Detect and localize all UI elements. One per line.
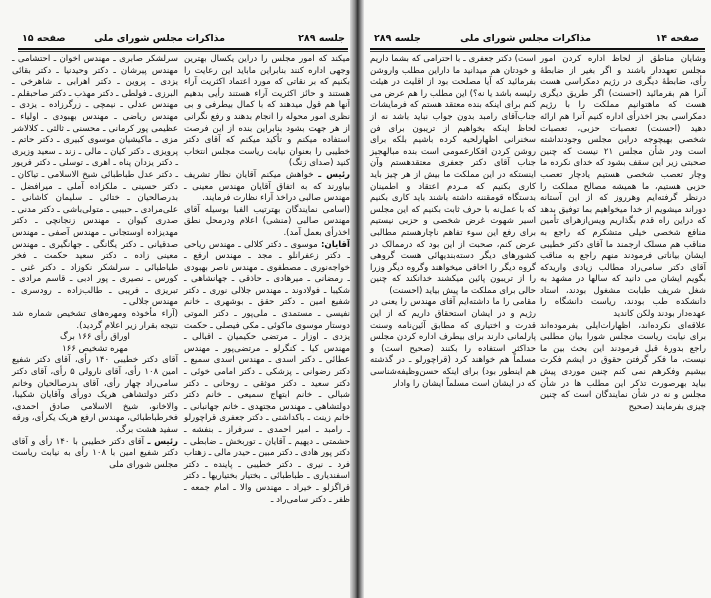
paragraph-text: آقای دکتر خطیبی با ۱۴۰ رأی و آقای دکتر شفیع امین با ۱۰۸ رأی به نیابت ریاست مجلس شورای ملی	[12, 436, 178, 470]
paragraph-text: (آراء مأخوذه ومهره‌های تشخیص شماره شد نتیجه بقرار زیر اعلام گردید).	[12, 309, 178, 331]
paragraph	[540, 321, 706, 414]
paragraph	[12, 355, 178, 436]
paragraph	[184, 205, 350, 240]
paragraph	[12, 437, 178, 472]
paragraph-text: مقامی را ما داشته‌ایم آقای مهندس را یعنی در رژیم و در ایشان استحقاق داریم که از این قدرت و اختیاری که مطابق آئین‌نامه وسنت پارلمانی دارند برای بیطرف اداره کردن مجلس حداکثر استفاده را بکنند (صحیح است) و مسلماً هم خواهند کرد (قراچورلو ـ در گذشته هم اینطور بود) برای اینکه حسن‌وظیفه‌شناسی که در ایشان است مسلماً ایشان را وادار	[370, 297, 536, 389]
page-number: صفحه ۱۴	[655, 33, 699, 44]
right-page	[362, 0, 711, 598]
left-page	[0, 0, 355, 598]
running-title: مذاکرات مجلس شورای ملی	[460, 33, 591, 44]
text-column	[540, 54, 706, 413]
paragraph-text: است) دکتر جعفری ـ با احترامی که بشما داریم و خودتان هم میدانید ما داراین مطلب واروشن بفرمائید که آیا مصلحت بود از اقلیت در هیئت رئیسه باشد یا نه؟) این مطلب را هم عرض می کنم برای اینکه بنده معتقد هستم که فرمایشات جناب‌آقای رامبد بدون جواب نباید باشد نه از لحاظ اینکه بخواهیم از تریبون برای فن سخنرانی اظهارلحیه کرده باشیم بلکه برای روشن کردن افکارعمومی است بنده مبالهجیز جناب آقای دکتر جعفری معتقدهستم وآن اینستکه در این مملکت ما بیش از هر چیز باید کاری بکنیم که مـردم اعتقاد و اطمینان بدستگاه قومقننه داشته باشند باید کاری بکنیم که با عمل‌نه با حرف ثابت بکنیم که این مجلس اسیر شهوت غرض شخصی و حزبی نیستیم برای رفع این سوء تفاهم ناچارهستم مطالبی عرض کنم، صحبت از این بود که درممالک در کشورهای دیگر دسته‌بندیهائی هست گروهی گروه دیگر را اخافی میخواهند وگروه دیگر وزرا را از تریبون پائین میکشند خدانکند که چنین حالی برای مملکت ما پیش بیاید (احسنت)	[370, 54, 536, 296]
page-number: صفحه ۱۵	[22, 33, 66, 44]
session-number: جلسه ۲۸۹	[298, 33, 345, 44]
paragraph	[370, 297, 536, 390]
paragraph	[12, 54, 178, 309]
paragraph	[12, 344, 178, 356]
paragraph-text: آقای دکتر خطیبی ۱۴۰ رأی، آقای دکتر شفیع امین ۱۰۸ رأی، آقای نارولی ۵ رأی، آقای دکتر سامی‌راد چهار رأی، آقای بدرصالحیان وخانم دکتر دولتشاهی هریک دورأی وآقایان شکیبا، والاخانو، شیخ الاسلامی صادق احمدی، فخرطباطبائی، مهندس ارفع هریک یکرأی، ورقه سفید هشت برگ.	[11, 355, 179, 435]
paragraph	[540, 54, 706, 321]
speaker-name: رئیس ـ	[147, 436, 179, 447]
paragraph-text: میکند که امور مجلس را دراین یکسال بهترین وجهی اداره کنند بنابراین ماباید این رعایت را بکنیم که بر نقاتی که مورد اعتماد اکثریت آراء هستند و حائز اکثریت آراء هستند رأیی بدهیم آنها هم قول میدهند که با کمال بیطرفی و بی نظری امور محوله را انجام بدهند و رفع نگرانی از هر جهت بشود بنابراین بنده از این فرصت استفاده میکنم و تأکید میکنم که آقای دکتر خطیبی را بعنوان نیابت ریاست مجلس انتخاب کنید (صدای زنگ)	[184, 54, 350, 169]
paragraph-text: موسوی ـ دکتر کلالی ـ مهندس ریاحی ـ دکتر زعفرانلو ـ مجد ـ مهندس ارفع ـ خواجه‌نوری ـ مصطفوی ـ مهندس ناصر بهبودی ـ رمضانی ـ میرهادی ـ حاذقی ـ جهانشاهی ـ شکیبا ـ فولادوند ـ مهندس جلالی نوری ـ دکتر شفیع امین ـ دکتر حقق ـ بوشهری ـ خانم نفیسی ـ مستمدی ـ ملی‌پور ـ دکتر الموتی دوستار موسوی ماکوئی ـ مکی فیصلی ـ حکمت یزدی ـ اوزار ـ مرتضی حکیمیان ـ اقبالی ـ مهندس کیا ـ کنگرلو ـ مرتضی‌پور ـ مهندس عطائی ـ دکتر اسدی ـ مهندس اسدی سمیع ـ دکتر رضوانی ـ پزشکی ـ دکتر امامی خوئی ـ دکتر سعید ـ دکتر موثقی ـ روحانی ـ دکتر شبالی ـ خانم ابتهاج سمیعی ـ خانم دکتر دولتشاهی ـ مهندس مجتهدی ـ خانم جهانبانی ـ خانم زینت ـ باکداشتی ـ دکتر جعفری قراچورلو ـ رامبد ـ امیر احمدی ـ سرفراز ـ بنفشه ـ حشمتی ـ دیهیم ـ آقایان ـ توربخش ـ ضابطی ـ دکتر پور هادی ـ دکتر مبین ـ حیدر مالی ـ زهتاب فرد ـ نیری ـ دکتر خطیبی ـ پاینده ـ دکتر اسفندیاری ـ طباطبائی ـ بختیار بختیاریها ـ دکتر قراگزلو ـ خیراد ـ مهندس والا ـ امام جمعه ـ ظفر ـ دکتر سامی‌راد ـ	[184, 239, 350, 505]
header-rule	[18, 51, 348, 52]
page-header	[0, 33, 355, 47]
speaker-name: رئیس ـ	[318, 169, 351, 180]
paragraph-text: سرلشکر صابری ـ مهندس اخوان ـ احتشامی ـ مهندس پیرشان ـ دکتر وحیدنیا ـ دکتر بقائی یزدی ـ پروین ـ دکتر اهرابی ـ شاهرخی ـ البرزی ـ فولطی ـ دکتر مهذب ـ دکتر صاحبقلم ـ مهندس عدلی ـ نیمچی ـ زرگرزاده ـ یزدی ـ مهندس ریاضی ـ مهندس بهبودی ـ اولیاء ـ عظیمی پور کرمانی ـ محسنی ـ ثالثی ـ کلالاشر مزی ـ ماکیشیان موسوی کبیری ـ دکتر حاتم ـ پرویزی ـ دکتر کیان ـ مالی ـ زند ـ سعید وزیری ـ دکتر یزدان پناه ـ اهری ـ توسلی ـ دکتر فریور ـ دکتر عدل طباطبائی شیخ الاسلامی ـ تیاکان ـ دکتر حسینی ـ ملکزاده آملی ـ میرافضل ـ بدرصالحیان ـ ختائی ـ سلیمان کاشانی ـ علی‌مرادی ـ حبیبی ـ متولی‌باشی ـ دکتر مدنی ـ صدری کیوان ـ مهندس زنجانچی ـ دکتر مهدیزاده اوستجانی ـ مهندس آصفی ـ مهندس صدقیانی ـ دکتر یگانگی ـ جهانگیری ـ مهندس معینی زاده ـ دکتر سعید حکمت ـ فخر طباطبائی ـ سرلشکر نکوزاد ـ دکتر غنی ـ کورس ـ نصیری ـ پور ادبی ـ قاسم مرادی ـ تبریزی ـ فریبی ـ طالب‌زاده ـ رودسری ـ مهندس جلالی ـ	[12, 54, 178, 308]
paragraph	[12, 309, 178, 332]
text-column	[184, 54, 350, 506]
paragraph	[184, 240, 350, 507]
text-column	[12, 54, 178, 471]
paragraph	[370, 54, 536, 297]
paragraph	[184, 170, 350, 205]
paragraph	[12, 332, 178, 344]
paragraph-text: اوراق رأی ۱۶۶ برگ	[60, 332, 130, 343]
text-column	[370, 54, 536, 390]
paragraph-text: خواهش میکنم آقایان نظار تشریف بیاورند که به اتفاق آقایان مهندس معینی ـ مهندس صالبی دراخذ آراء نظارت فرمایند.	[184, 169, 350, 204]
header-rule	[370, 51, 705, 52]
paragraph-text: علاقه‌ای نکرده‌اند، اظهارات‌ایلی بفرموده‌اند برای نیابت ریاست مجلس شورا بیان مطلبی راجع بدورهٔ قبل فرمودند این بحث بین ما نیست، ما فکر گرفتن حقوق در ایشم فکرت بیشیم وفکرهم نمی کنم چنین موردی پیش بیاید بهرصورت تذکر این مطلب ها در شأن مجلس و نه در شأن نمایندگان است که چنین چیزی بفرمایند (صحیح	[540, 320, 706, 412]
book-binding-gutter	[350, 0, 364, 598]
speaker-name: آقایان:	[320, 239, 350, 250]
paragraph-text: وشایان مناطق از لحاظ اداره کردن امور مجلس تعهددار باشند و اگر بغیر از ضابطهٔ رأی، ضابطهٔ دیگری در رژیم دمکراسی هست آنرا هم بفرمائید (احسنت) اگر طریق دیگری هست که ماهتوانیم مملکت را با رژیم دمکراسی بجز اخذرأی اداره کنیم آنرا هم ارائه دهید (احسنت) تعصبات حزبی، تعصبات شخصی بهیچوجه دراین مجلس وجودنداشته است ودر شأن مجلس ۲۱ نیست که چنین صحبتی زیر این سقف بشود که خدای نکرده ما وچار تعصب شخصی هستیم یادچار تعصب حزبی هستیم، ما همیشه مصالح مملکت را درنظر گرفته‌ایم وهرروز که از این آستانه دوراند میشویم از خدا میخواهیم بما توفیق بدهد که دراین راه قدم بگذاریم ویس‌ازهرای تأمین منافع شخصی خیلی متشکرم که راجع به مناقب هم مسلک ارجمند ما آقای دکتر خطیبی ایشان بیاناتی فرمودند منهم راجع به مناقب آقای دکتر سامی‌راد مطالب زیادی واریدکه بگویم ایشان می دانید که سالها در مشهد به شغل شریف طبابت مشغول بودند، استاد دانشکده طب بودند، ریاست دانشگاه را عهده‌دار بودند ولکن کاندید	[540, 54, 706, 320]
header-rule	[18, 48, 348, 50]
page-header	[362, 33, 711, 47]
running-title: مذاکرات مجلس شورای ملی	[94, 33, 225, 44]
paragraph-text: (اسامی نمایندگان بهترتیب الفبا بوسیله آقای مهندس صالبی (منشی) اعلام ودرمحل نطق اخذرأی بعمل آمد).	[184, 204, 350, 238]
session-number: جلسه ۲۸۹	[374, 33, 421, 44]
paragraph-text: مهره تشخیص ۱۶۶	[62, 343, 128, 354]
paragraph	[184, 54, 350, 170]
header-rule	[370, 48, 705, 50]
